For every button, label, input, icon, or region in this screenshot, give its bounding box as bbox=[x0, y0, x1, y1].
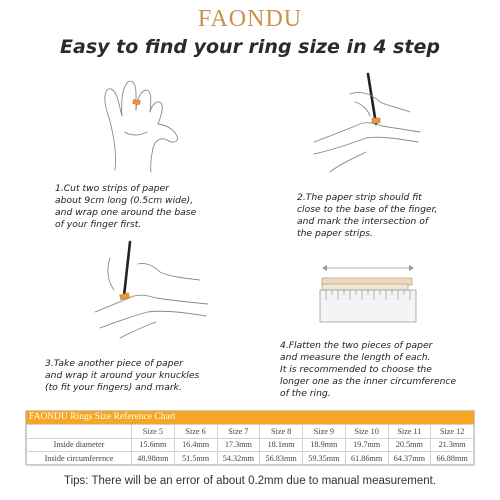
table-cell: 19.7mm bbox=[345, 438, 388, 452]
step-line: of your finger first. bbox=[55, 219, 142, 230]
table-row bbox=[27, 438, 474, 452]
step-line: 1.Cut two strips of paper bbox=[55, 183, 169, 194]
step-line: 4.Flatten the two pieces of paper bbox=[280, 340, 433, 351]
step-line: It is recommended to choose the bbox=[280, 364, 432, 375]
table-cell: Size 7 bbox=[217, 425, 260, 439]
step-line: 3.Take another piece of paper bbox=[45, 358, 183, 369]
step-1-instruction bbox=[55, 183, 196, 231]
hand-knuckle-wrap-illustration bbox=[90, 240, 215, 340]
table-cell: 21.3mm bbox=[431, 438, 474, 452]
table-cell: 51.5mm bbox=[174, 452, 217, 466]
table-cell: 18.1mm bbox=[260, 438, 303, 452]
table-cell: 59.35mm bbox=[303, 452, 346, 466]
step-line: close to the base of the finger, bbox=[297, 204, 438, 215]
hand-mark-strip-illustration bbox=[310, 72, 425, 175]
table-cell: 17.3mm bbox=[217, 438, 260, 452]
table-cell: 66.88mm bbox=[431, 452, 474, 466]
table-cell: Size 12 bbox=[431, 425, 474, 439]
page-headline: Easy to find your ring size in 4 step bbox=[60, 36, 440, 58]
table-cell bbox=[27, 425, 132, 439]
table-cell: 16.4mm bbox=[174, 438, 217, 452]
table-cell: Size 10 bbox=[345, 425, 388, 439]
step-line: 2.The paper strip should fit bbox=[297, 192, 422, 203]
table-cell: 20.5mm bbox=[388, 438, 431, 452]
table-cell: 64.37mm bbox=[388, 452, 431, 466]
step-4-instruction bbox=[280, 340, 456, 400]
hand-wrap-strip-illustration bbox=[95, 70, 205, 175]
table-cell: 56.83mm bbox=[260, 452, 303, 466]
chart-title: FAONDU Rings Size Reference Chart bbox=[26, 411, 474, 424]
table-header-row bbox=[27, 425, 474, 439]
table-cell: 48.98mm bbox=[132, 452, 175, 466]
table-cell: Size 8 bbox=[260, 425, 303, 439]
table-cell: Inside diameter bbox=[27, 438, 132, 452]
step-line: longer one as the inner circumference bbox=[280, 376, 457, 387]
table-cell: Size 9 bbox=[303, 425, 346, 439]
tips-text: Tips: There will be an error of about 0.2mm due to manual measurement. bbox=[63, 475, 436, 487]
table-cell: Size 5 bbox=[132, 425, 175, 439]
table-cell: Inside circumference bbox=[27, 452, 132, 466]
step-line: and wrap one around the base bbox=[55, 207, 197, 218]
step-line: and mark the intersection of bbox=[297, 216, 429, 227]
step-line: and measure the length of each. bbox=[280, 352, 431, 363]
step-line: of the ring. bbox=[280, 388, 331, 399]
table-row bbox=[27, 452, 474, 466]
table-cell: 61.86mm bbox=[345, 452, 388, 466]
step-line: about 9cm long (0.5cm wide), bbox=[55, 195, 194, 206]
table-cell: Size 11 bbox=[388, 425, 431, 439]
table-cell: 15.6mm bbox=[132, 438, 175, 452]
table-cell: 18.9mm bbox=[303, 438, 346, 452]
table-cell: Size 6 bbox=[174, 425, 217, 439]
brand-logo: FAONDU bbox=[197, 6, 303, 32]
step-2-instruction bbox=[297, 192, 437, 240]
step-line: the paper strips. bbox=[297, 228, 373, 239]
size-table bbox=[26, 424, 474, 466]
step-line: (to fit your fingers) and mark. bbox=[45, 382, 182, 393]
step-3-instruction bbox=[45, 358, 199, 394]
ruler-measure-illustration bbox=[318, 262, 418, 334]
table-cell: 54.32mm bbox=[217, 452, 260, 466]
size-reference-chart bbox=[25, 410, 475, 465]
step-line: and wrap it around your knuckles bbox=[45, 370, 200, 381]
